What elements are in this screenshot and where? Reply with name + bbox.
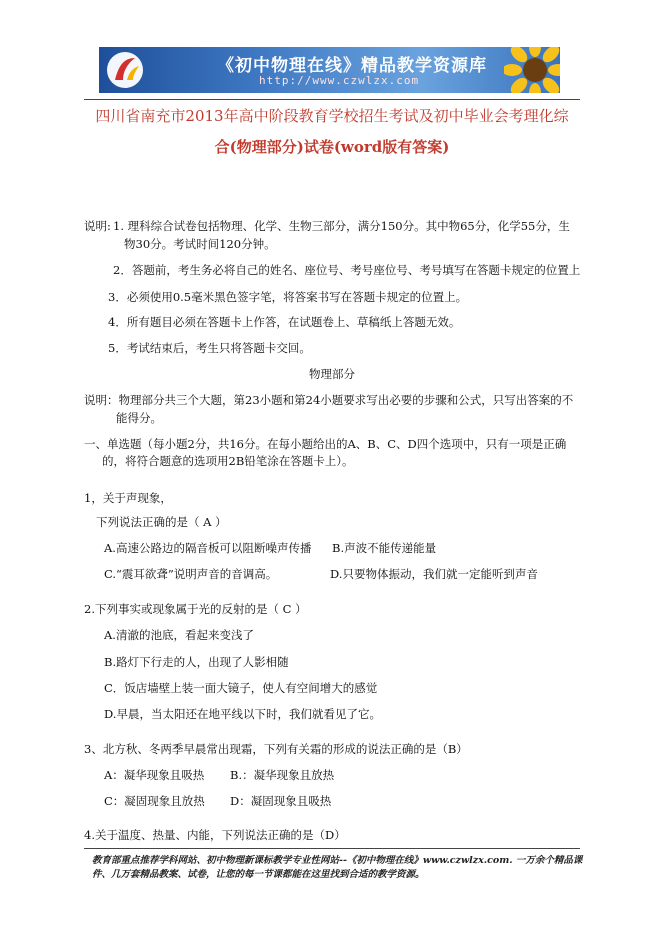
header-divider xyxy=(84,99,580,100)
question-1-option-c: C.“震耳欲聋”说明声音的音调高。 xyxy=(104,567,278,581)
footer-line-2: 件、几万套精品教案、试卷，让您的每一节课都能在这里找到合适的教学资源。 xyxy=(92,869,425,880)
question-2-option-c: C．饭店墙壁上装一面大镜子，使人有空间增大的感觉 xyxy=(104,681,378,695)
footer-divider xyxy=(84,848,580,849)
section-note: 说明：物理部分共三个大题，第23小题和第24小题要求写出必要的步骤和公式，只写出答案的不 xyxy=(84,393,574,407)
note-item-2: 2．答题前，考生务必将自己的姓名、座位号、考号座位号、考号填写在答题卡规定的位置上 xyxy=(113,263,581,277)
note-item-1: 1. 理科综合试卷包括物理、化学、生物三部分，满分150分。其中物65分，化学55分，生 xyxy=(113,219,570,233)
notes-label: 说明: xyxy=(84,219,111,233)
part-one-heading-cont: 的，将符合题意的选项用2B铅笔涂在答题卡上）。 xyxy=(102,454,354,468)
note-item-1-cont: 物30分。考试时间120分钟。 xyxy=(124,237,276,251)
question-1-prompt: 下列说法正确的是（ A ） xyxy=(96,515,227,529)
question-1-option-a: A.高速公路边的隔音板可以阻断噪声传播 xyxy=(104,541,312,555)
question-4-stem: 4.关于温度、热量、内能，下列说法正确的是（D） xyxy=(84,828,346,842)
banner-url: http://www.czwlzx.com xyxy=(259,74,420,87)
question-3-option-d: D：凝固现象且吸热 xyxy=(230,794,332,808)
question-2-option-b: B.路灯下行走的人，出现了人影相随 xyxy=(104,655,289,669)
section-note-cont: 能得分。 xyxy=(116,411,162,425)
footer-line-1: 教育部重点推荐学科网站、初中物理新课标教学专业性网站--《初中物理在线》www.czwlzx.com. 一万余个精品课 xyxy=(92,855,583,866)
question-3-option-b: B.：凝华现象且放热 xyxy=(230,768,335,782)
part-one-heading: 一、单选题（每小题2分，共16分。在每小题给出的A、B、C、D四个选项中，只有一项是正确 xyxy=(84,437,567,451)
question-1-option-d: D.只要物体振动，我们就一定能听到声音 xyxy=(330,567,538,581)
question-1-stem: 1，关于声现象， xyxy=(84,491,172,505)
document-title-line-2: 合(物理部分)试卷(word版有答案) xyxy=(214,138,450,156)
question-2-option-d: D.早晨，当太阳还在地平线以下时，我们就看见了它。 xyxy=(104,707,381,721)
header-banner xyxy=(99,47,560,93)
section-title: 物理部分 xyxy=(309,367,355,381)
note-item-5: 5．考试结束后，考生只将答题卡交回。 xyxy=(108,341,311,355)
document-title-line-1: 四川省南充市2013年高中阶段教育学校招生考试及初中毕业会考理化综 xyxy=(95,107,569,125)
sunflower-icon xyxy=(504,47,560,93)
question-2-option-a: A.清澈的池底，看起来变浅了 xyxy=(104,628,254,642)
logo-icon xyxy=(105,50,145,90)
note-item-3: 3．必须使用0.5毫米黑色签字笔，将答案书写在答题卡规定的位置上。 xyxy=(108,290,468,304)
note-item-4: 4．所有题目必须在答题卡上作答，在试题卷上、草稿纸上答题无效。 xyxy=(108,315,461,329)
question-3-stem: 3、北方秋、冬两季早晨常出现霜，下列有关霜的形成的说法正确的是（B） xyxy=(84,742,468,756)
question-3-option-a: A：凝华现象且吸热 xyxy=(104,768,205,782)
question-2-stem: 2.下列事实或现象属于光的反射的是（ C ） xyxy=(84,602,307,616)
question-1-option-b: B.声波不能传递能量 xyxy=(332,541,437,555)
banner-title: 《初中物理在线》精品教学资源库 xyxy=(217,56,487,76)
question-3-option-c: C：凝固现象且放热 xyxy=(104,794,205,808)
